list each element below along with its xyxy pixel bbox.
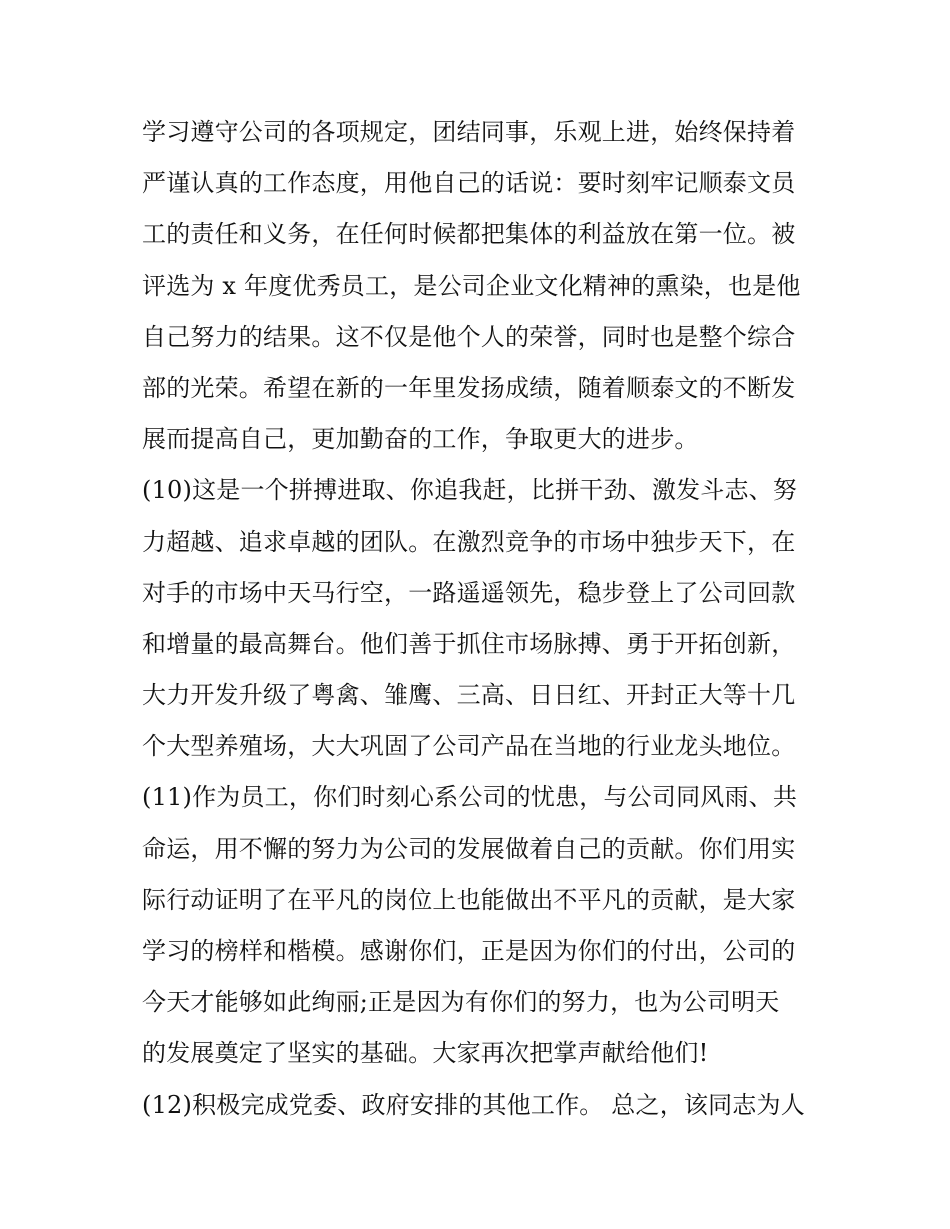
- text-line: 今天才能够如此绚丽;正是因为有你们的努力，也为公司明天: [142, 988, 780, 1017]
- text-line: (11)作为员工，你们时刻心系公司的忧患，与公司同风雨、共: [142, 783, 798, 812]
- text-line: 的发展奠定了坚实的基础。大家再次把掌声献给他们!: [142, 1039, 709, 1068]
- text-line: 力超越、追求卓越的团队。在激烈竞争的市场中独步天下，在: [142, 527, 796, 556]
- text-line: (12)积极完成党委、政府安排的其他工作。 总之，该同志为人: [142, 1090, 805, 1119]
- text-line: 严谨认真的工作态度，用他自己的话说：要时刻牢记顺泰文员: [142, 169, 796, 198]
- body-text: [142, 107, 822, 1131]
- text-line: 和增量的最高舞台。他们善于抓住市场脉搏、勇于开拓创新，: [142, 629, 796, 658]
- text-line: 自己努力的结果。这不仅是他个人的荣誉，同时也是整个综合: [142, 322, 796, 351]
- text-line: 对手的市场中天马行空，一路遥遥领先，稳步登上了公司回款: [142, 578, 796, 607]
- text-line: 个大型养殖场，大大巩固了公司产品在当地的行业龙头地位。: [142, 732, 796, 761]
- text-line: 展而提高自己，更加勤奋的工作，争取更大的进步。: [142, 425, 699, 454]
- text-line: 部的光荣。希望在新的一年里发扬成绩，随着顺泰文的不断发: [142, 373, 796, 402]
- text-line: 评选为 x 年度优秀员工，是公司企业文化精神的熏染，也是他: [142, 271, 801, 300]
- text-line: 际行动证明了在平凡的岗位上也能做出不平凡的贡献，是大家: [142, 885, 796, 914]
- text-line: 学习的榜样和楷模。感谢你们，正是因为你们的付出，公司的: [142, 937, 796, 965]
- text-line: 工的责任和义务，在任何时候都把集体的利益放在第一位。被: [142, 220, 796, 249]
- text-line: 大力开发升级了粤禽、雏鹰、三高、日日红、开封正大等十几: [142, 681, 796, 710]
- text-line: 学习遵守公司的各项规定，团结同事，乐观上进，始终保持着: [142, 118, 796, 146]
- text-line: (10)这是一个拼搏进取、你追我赶，比拼干劲、激发斗志、努: [142, 476, 798, 505]
- text-line: 命运，用不懈的努力为公司的发展做着自己的贡献。你们用实: [142, 834, 796, 863]
